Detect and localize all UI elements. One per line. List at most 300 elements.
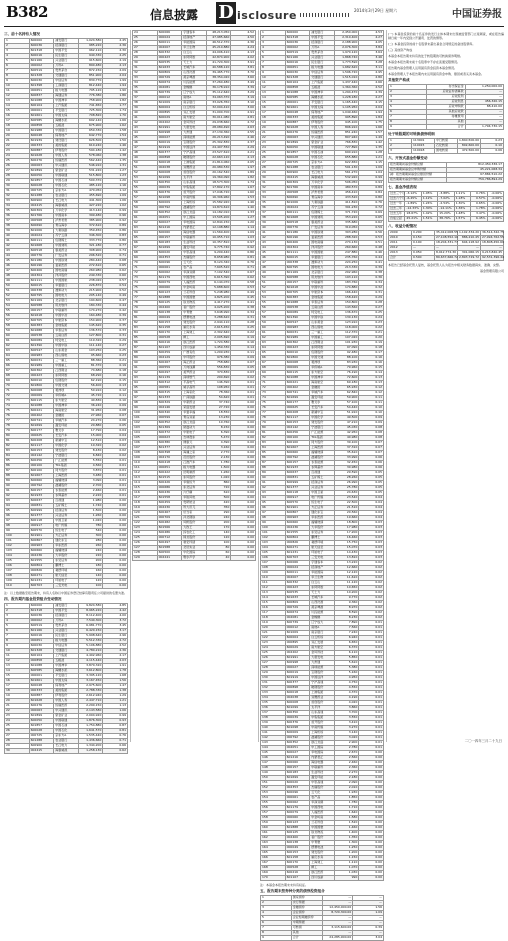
table-cell: 0.41 xyxy=(359,261,384,266)
table-cell: 0.21 xyxy=(103,359,128,364)
table-cell: 54 xyxy=(133,181,158,186)
table-cell: 0.00 xyxy=(231,506,256,511)
table-cell: 用友软件 xyxy=(310,276,335,281)
table-cell: -3.88% xyxy=(438,192,454,197)
table-cell: 0.01 xyxy=(103,464,128,469)
table-cell: 80 xyxy=(261,426,286,431)
table-cell: 97 xyxy=(261,511,286,516)
table-cell: 0.92 xyxy=(231,246,256,251)
table-cell: 601628 xyxy=(29,154,54,159)
table-cell: 10,650 xyxy=(334,586,359,591)
table-cell: 海康威视 xyxy=(54,749,79,754)
table-cell: 000712 xyxy=(157,536,182,541)
table-cell: 56 xyxy=(133,191,158,196)
table-cell: 59,900 xyxy=(334,396,359,401)
table-cell: 600350 xyxy=(285,711,310,716)
table-cell: 600010 xyxy=(285,351,310,356)
table-cell: 0.66 xyxy=(103,744,128,749)
table-cell: 长城汽车 xyxy=(310,596,335,601)
table-cell: 昆明制药 xyxy=(182,471,207,476)
table-cell: 66 xyxy=(261,356,286,361)
table-cell: 109 xyxy=(5,579,30,584)
table-cell: 平安银行 xyxy=(54,674,79,679)
table-cell: 600867 xyxy=(29,539,54,544)
table-cell: 812,450,336.17 xyxy=(446,163,504,168)
table-cell: 中国太保 xyxy=(310,106,335,111)
table-cell: 100 xyxy=(206,541,231,546)
table-cell: 105 xyxy=(5,559,30,564)
table-cell: 中期票据 xyxy=(291,921,322,926)
table-cell: 64 xyxy=(261,346,286,351)
table-cell: 205,140 xyxy=(78,294,103,299)
table-cell: 601288 xyxy=(285,166,310,171)
subheading: 八、收益分配情况 xyxy=(388,224,417,228)
table-cell: 华兰生物 xyxy=(182,46,207,51)
table-cell: 其他 xyxy=(291,931,322,936)
table-cell: 80 xyxy=(133,311,158,316)
table-cell: 000027 xyxy=(157,136,182,141)
table-cell: 格力电器 xyxy=(54,89,79,94)
table-cell: — xyxy=(481,246,504,251)
table-cell: 1,724,580 xyxy=(206,341,231,346)
table-cell: 兴业银行 xyxy=(310,56,335,61)
table-cell: 9,770 xyxy=(334,596,359,601)
table-cell: 0.00 xyxy=(103,529,128,534)
table-cell: 2 xyxy=(389,90,427,95)
table-cell: 600998 xyxy=(157,131,182,136)
table-cell: 600535 xyxy=(157,61,182,66)
table-cell: 31 xyxy=(133,66,158,71)
table-cell: 紫金矿业 xyxy=(54,169,79,174)
table-cell: 62 xyxy=(133,221,158,226)
table-cell: 890,480 xyxy=(78,64,103,69)
table-cell: 招商证券 xyxy=(54,509,79,514)
table-cell: 600089 xyxy=(285,311,310,316)
table-cell: 兴业证券 xyxy=(182,446,207,451)
table-cell: 106 xyxy=(261,556,286,561)
table-cell: 21,814,060 xyxy=(206,161,231,166)
table-cell: 600377 xyxy=(157,151,182,156)
table-cell: 6,615,390 xyxy=(206,276,231,281)
table-cell: 1,780 xyxy=(206,461,231,466)
table-cell: 潍柴动力 xyxy=(54,289,79,294)
table-cell: 601158 xyxy=(285,856,310,861)
table-cell: 1,250 xyxy=(334,846,359,851)
table-cell: 中原高速 xyxy=(310,781,335,786)
table-cell: 000917 xyxy=(29,524,54,529)
table-cell: 601099 xyxy=(157,176,182,181)
table-cell: 147 xyxy=(261,761,286,766)
table-cell: 97 xyxy=(133,396,158,401)
table-cell: 1.70 xyxy=(103,114,128,119)
table-cell: 1.35 xyxy=(359,146,384,151)
table-cell: 55 xyxy=(261,301,286,306)
table-cell: 170 xyxy=(261,876,286,881)
table-cell: 1.67 xyxy=(231,186,256,191)
table-cell: 93 xyxy=(5,499,30,504)
table-cell: 浙江医药 xyxy=(310,871,335,876)
table-cell: 74 xyxy=(133,281,158,286)
table-cell: 0.07 xyxy=(231,361,256,366)
table-cell: 162 xyxy=(261,836,286,841)
distribution-table xyxy=(388,230,504,261)
table-cell: 89,637,666.72 xyxy=(436,255,458,260)
table-cell: 招商银行 xyxy=(310,41,335,46)
table-cell: 21 xyxy=(5,704,30,709)
table-cell: 1,740 xyxy=(78,504,103,509)
table-cell: 601098 xyxy=(157,196,182,201)
table-cell: 6 xyxy=(5,64,30,69)
table-cell: 1,515,010 xyxy=(334,76,359,81)
table-cell: 141 xyxy=(261,731,286,736)
table-cell: 0.11 xyxy=(359,401,384,406)
table-cell: 601618 xyxy=(285,286,310,291)
table-cell: 28,260 xyxy=(334,476,359,481)
table-cell: 62 xyxy=(5,344,30,349)
table-cell: 万华化学 xyxy=(310,181,335,186)
table-cell: 2.52 xyxy=(103,644,128,649)
table-cell: 科大讯飞 xyxy=(182,506,207,511)
table-cell: 359,450 xyxy=(78,229,103,234)
table-cell: 1.56 xyxy=(103,679,128,684)
table-cell: 2.72 xyxy=(231,121,256,126)
table-cell: 8,912,774.30 xyxy=(436,250,457,255)
table-cell: 4.05 xyxy=(359,41,384,46)
table-cell: 600637 xyxy=(29,499,54,504)
table-cell: 0.02 xyxy=(359,606,384,611)
table-cell: 107 xyxy=(261,561,286,566)
table-cell: 41,720,300 xyxy=(206,61,231,66)
table-cell: 中金岭南 xyxy=(182,286,207,291)
table-cell: 三一重工 xyxy=(54,359,79,364)
table-cell: 52 xyxy=(261,286,286,291)
table-cell: 0.22 xyxy=(231,331,256,336)
table-cell: 3.04 xyxy=(353,936,384,941)
table-cell: 0.01 xyxy=(359,631,384,636)
table-cell: 601919 xyxy=(285,676,310,681)
table-cell: 0.00 xyxy=(231,401,256,406)
table-cell: 宝钢股份 xyxy=(310,671,335,676)
table-cell: 7,605,520 xyxy=(206,266,231,271)
table-cell: 600332 xyxy=(285,581,310,586)
table-cell: 601009 xyxy=(157,101,182,106)
table-cell: 600383 xyxy=(29,324,54,329)
table-cell: 15,000 xyxy=(78,434,103,439)
table-cell: 华能国际 xyxy=(182,41,207,46)
table-cell: 133 xyxy=(261,691,286,696)
paragraph: 本基金本报告期末前十名股票中不存在流通受限情况。 xyxy=(388,60,461,64)
table-cell: 802,600.00 xyxy=(458,144,481,149)
table-cell: 3 xyxy=(5,614,30,619)
table-cell: 20,980,530 xyxy=(206,166,231,171)
table-cell: 海南航空 xyxy=(54,409,79,414)
table-cell: 0.00 xyxy=(231,516,256,521)
table-cell: 三一重工 xyxy=(310,331,335,336)
table-cell: 中联重科 xyxy=(54,309,79,314)
table-cell: 0.02 xyxy=(359,601,384,606)
table-cell: 2.46 xyxy=(231,136,256,141)
table-cell: 2.96 xyxy=(103,634,128,639)
table-cell: 30,980 xyxy=(334,466,359,471)
table-cell: 12,120 xyxy=(334,571,359,576)
table-cell: 73 xyxy=(133,276,158,281)
table-cell: 0.71 xyxy=(103,739,128,744)
table-cell: 1.60 xyxy=(231,191,256,196)
table-cell: 84 xyxy=(261,446,286,451)
table-cell: 8,150 xyxy=(206,426,231,431)
table-cell: 000581 xyxy=(157,386,182,391)
table-cell: 潞安环能 xyxy=(54,424,79,429)
table-cell: 601800 xyxy=(285,356,310,361)
table-cell: 600297 xyxy=(157,371,182,376)
table-cell: 103 xyxy=(133,426,158,431)
table-cell: 山东黄金 xyxy=(54,349,79,354)
table-cell: 民生银行 xyxy=(54,634,79,639)
table-cell: 上海医药 xyxy=(54,474,79,479)
table-cell: 2.63 xyxy=(231,126,256,131)
table-cell: 南方航空 xyxy=(182,116,207,121)
table-cell: 包钢股份 xyxy=(54,379,79,384)
table-cell: 5,512,330 xyxy=(78,639,103,644)
table-cell: 0.23 xyxy=(359,321,384,326)
table-cell: 61 xyxy=(133,216,158,221)
table-cell: 3.19 xyxy=(231,96,256,101)
table-cell: 601699 xyxy=(157,246,182,251)
table-cell: 大唐发电 xyxy=(310,656,335,661)
table-cell: 自成立起 xyxy=(389,217,405,222)
table-cell: 88 xyxy=(133,351,158,356)
table-cell: 002142 xyxy=(285,426,310,431)
table-cell: 872,150 xyxy=(78,69,103,74)
table-cell: 105 xyxy=(261,551,286,556)
table-cell: 115 xyxy=(261,601,286,606)
table-cell: 泸州老窖 xyxy=(54,219,79,224)
table-cell: 0.01 xyxy=(359,691,384,696)
table-cell: 1.82 xyxy=(231,176,256,181)
table-cell: 0.01 xyxy=(359,736,384,741)
table-cell: 531,220 xyxy=(78,169,103,174)
table-cell: 海康威视 xyxy=(310,176,335,181)
table-cell: 0.29 xyxy=(103,339,128,344)
table-cell: -0.06% xyxy=(487,202,503,207)
table-cell: 0.00 xyxy=(359,751,384,756)
table-cell: 480,570 xyxy=(334,186,359,191)
table-cell: 46 xyxy=(133,141,158,146)
table-cell: 41 xyxy=(5,239,30,244)
table-cell: 15 xyxy=(261,101,286,106)
table-cell: 470,050 xyxy=(78,189,103,194)
table-cell: 双鹭药业 xyxy=(310,696,335,701)
table-cell: 4 xyxy=(5,54,30,59)
table-cell: 1,535,440 xyxy=(78,734,103,739)
table-cell: 0.00 xyxy=(103,564,128,569)
table-cell: 600060 xyxy=(285,761,310,766)
table-cell: 000001 xyxy=(29,109,54,114)
table-cell: 600020 xyxy=(157,251,182,256)
table-cell: 601668 xyxy=(29,244,54,249)
table-cell: 三安光电 xyxy=(54,584,79,589)
table-cell: 600018 xyxy=(157,161,182,166)
table-cell: 92 xyxy=(133,371,158,376)
table-cell: 2.25 xyxy=(103,54,128,59)
table-cell: 184,330 xyxy=(78,304,103,309)
table-cell: 0.62 xyxy=(231,276,256,281)
table-cell: 101,930 xyxy=(334,341,359,346)
table-cell: 盐湖股份 xyxy=(310,736,335,741)
table-cell: 中国太保 xyxy=(54,114,79,119)
table-cell: 京东方A xyxy=(54,189,79,194)
table-cell: 工商银行 xyxy=(54,84,79,89)
table-cell: 000024 xyxy=(157,36,182,41)
table-cell: 3 xyxy=(389,149,412,154)
table-cell: 0.97 xyxy=(231,241,256,246)
table-cell: 600009 xyxy=(157,201,182,206)
table-cell: 0.76 xyxy=(359,201,384,206)
table-cell: 119,320 xyxy=(78,339,103,344)
table-cell: 600352 xyxy=(157,211,182,216)
table-cell: 601888 xyxy=(285,826,310,831)
table-cell: 39,100 xyxy=(334,441,359,446)
table-cell: 807,940 xyxy=(334,136,359,141)
table-cell: 1.20 xyxy=(231,221,256,226)
table-cell: 145 xyxy=(261,751,286,756)
table-cell: 中国重工 xyxy=(54,364,79,369)
table-cell: 长江电力 xyxy=(310,171,335,176)
table-cell: 0.00 xyxy=(231,431,256,436)
table-cell: 6.45% xyxy=(471,217,487,222)
table-cell: 1.30% xyxy=(421,207,437,212)
table-cell: 18,204,331.77 xyxy=(436,240,458,245)
table-cell: 420 xyxy=(206,501,231,506)
table-cell: 中国联通 xyxy=(54,174,79,179)
table-cell: 000100 xyxy=(29,464,54,469)
table-cell: 601186 xyxy=(29,259,54,264)
table-cell: 100 xyxy=(78,584,103,589)
table-cell: 0.050 xyxy=(412,251,435,256)
table-cell: 143 xyxy=(261,741,286,746)
table-cell: 东方航空 xyxy=(310,371,335,376)
table-cell: 1.21 xyxy=(103,699,128,704)
table-cell: 10,320 xyxy=(78,444,103,449)
table-cell: 0.08 xyxy=(359,426,384,431)
table-cell: 000100 xyxy=(285,436,310,441)
table-cell: 3.70 xyxy=(231,71,256,76)
table-cell: 24 xyxy=(133,31,158,36)
table-cell: 上海建工 xyxy=(310,861,335,866)
table-cell: 108 xyxy=(261,566,286,571)
table-cell: 600804 xyxy=(285,536,310,541)
table-cell: 000729 xyxy=(285,606,310,611)
table-cell: 美的集团 xyxy=(310,116,335,121)
table-cell: 168 xyxy=(261,866,286,871)
table-cell: 0.02 xyxy=(231,376,256,381)
table-cell: 000338 xyxy=(285,261,310,266)
table-cell: 114 xyxy=(133,481,158,486)
table-cell: 65 xyxy=(133,236,158,241)
table-cell: 002415 xyxy=(29,204,54,209)
table-cell: 中原高速 xyxy=(182,251,207,256)
table-cell: 美的集团 xyxy=(54,144,79,149)
table-cell: 301,066.15 xyxy=(458,251,481,256)
table-cell: 600660 xyxy=(285,451,310,456)
table-cell: 99 xyxy=(5,529,30,534)
table-cell: 601601 xyxy=(285,106,310,111)
table-cell: 78,360 xyxy=(206,391,231,396)
table-cell: 中国铁建 xyxy=(54,259,79,264)
table-cell: 940,330 xyxy=(78,54,103,59)
table-cell: 87 xyxy=(5,469,30,474)
table-cell: 110 xyxy=(5,584,30,589)
table-cell: 浦发银行 xyxy=(310,31,335,36)
table-cell: 永泰能源 xyxy=(310,461,335,466)
table-cell: 南方航空 xyxy=(310,646,335,651)
table-cell: 2,010 xyxy=(334,786,359,791)
table-cell: 华侨城A xyxy=(54,394,79,399)
table-cell: 铁龙物流 xyxy=(310,831,335,836)
table-cell: 353,220 xyxy=(334,216,359,221)
convertible-table xyxy=(388,138,504,154)
table-cell: 17,790 xyxy=(78,429,103,434)
table-cell: 600048 xyxy=(29,134,54,139)
table-cell: 7 xyxy=(261,61,286,66)
table-cell: 1,024,580 xyxy=(78,39,103,44)
table-cell: 生益科技 xyxy=(310,771,335,776)
table-cell: 1 xyxy=(389,85,427,90)
table-cell: 600377 xyxy=(285,681,310,686)
table-cell: 600588 xyxy=(29,304,54,309)
table-cell: 山西汾酒 xyxy=(310,601,335,606)
table-cell: 48,213,050 xyxy=(206,31,231,36)
table-cell: 985,220 xyxy=(78,44,103,49)
table-cell: 招商银行 xyxy=(54,614,79,619)
table-cell: 中国神华 xyxy=(54,404,79,409)
table-cell: 68 xyxy=(133,251,158,256)
table-cell: 600519 xyxy=(29,69,54,74)
table-cell: 976,380 xyxy=(206,356,231,361)
table-cell: 000725 xyxy=(285,161,310,166)
table-cell: 140 xyxy=(206,531,231,536)
table-cell: 0.02 xyxy=(359,616,384,621)
table-cell: 27 xyxy=(5,734,30,739)
table-cell: 600660 xyxy=(29,479,54,484)
table-cell: 3,870 xyxy=(78,469,103,474)
table-cell: 600398 xyxy=(157,451,182,456)
table-cell: 中集集团 xyxy=(182,186,207,191)
table-cell: 6 xyxy=(261,921,292,926)
table-cell: 14 xyxy=(5,104,30,109)
table-cell: 8 xyxy=(261,66,286,71)
table-cell: 002007 xyxy=(157,46,182,51)
table-cell: 洋河股份 xyxy=(310,246,335,251)
table-cell: 601515 xyxy=(157,476,182,481)
table-cell: 6 xyxy=(261,56,286,61)
table-cell: 485,120 xyxy=(78,184,103,189)
table-cell: 591,130 xyxy=(334,166,359,171)
table-cell: 1,110 xyxy=(334,861,359,866)
table-cell: 14,430 xyxy=(334,551,359,556)
table-cell: 37 xyxy=(261,211,286,216)
table-cell: 深圳能源 xyxy=(310,666,335,671)
table-cell: 0.01 xyxy=(359,621,384,626)
table-cell: 1.50 xyxy=(103,139,128,144)
table-cell: 0.06 xyxy=(103,419,128,424)
table-cell: 0.07 xyxy=(359,446,384,451)
table-cell: 0.01 xyxy=(359,641,384,646)
table-cell: 中国远洋 xyxy=(182,146,207,151)
table-cell: 中国建筑 xyxy=(310,216,335,221)
table-cell: 57 xyxy=(133,196,158,201)
table-cell: 44 xyxy=(261,246,286,251)
